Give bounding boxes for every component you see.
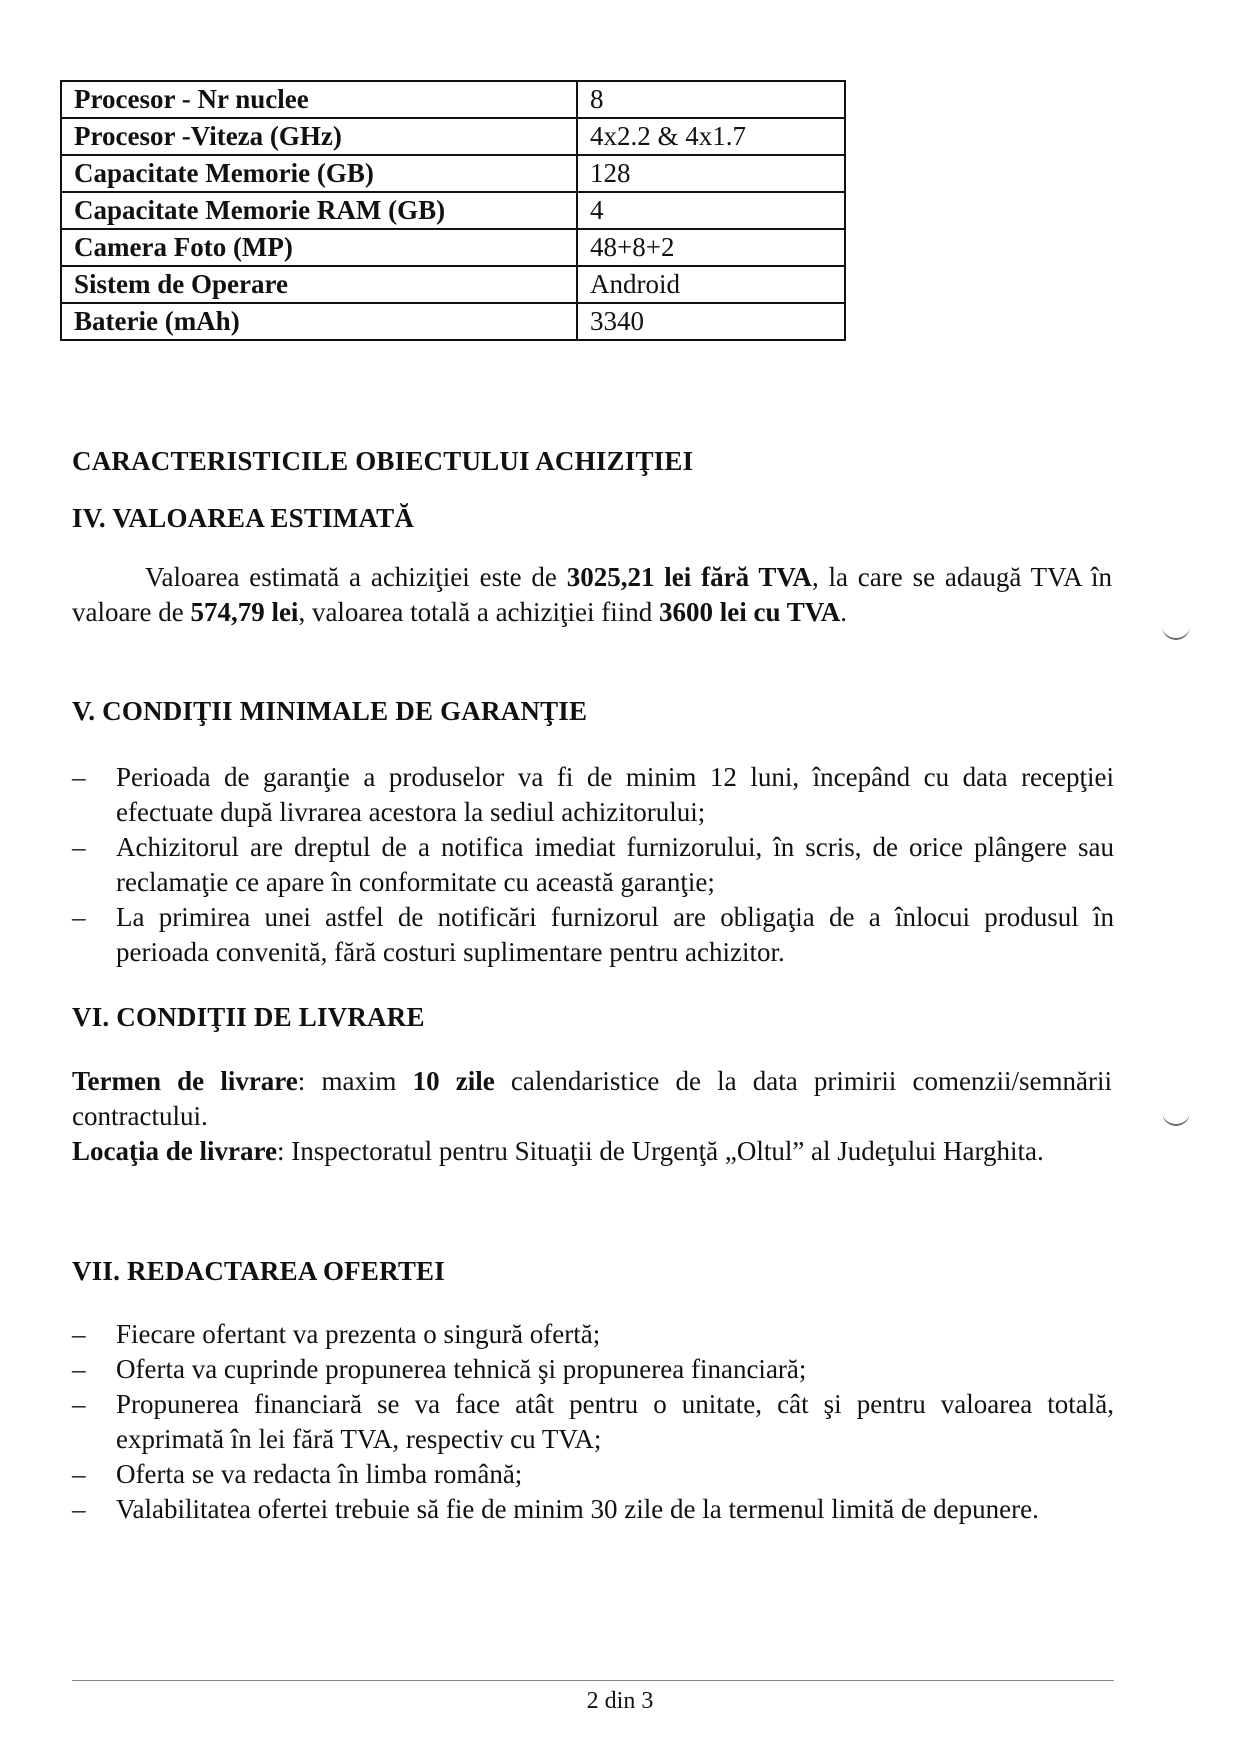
list-item: – Perioada de garanţie a produselor va fi de minim 12 luni, începând cu data recepţiei efectuate după livrarea acestora la sediul achizitorului; <box>72 760 1114 830</box>
delivery-term-paragraph: Termen de livrare: maxim 10 zile calendaristice de la data primirii comenzii/semnării contractului. <box>72 1066 1112 1131</box>
table-row: Capacitate Memorie RAM (GB) 4 <box>61 192 845 229</box>
list-item: – Valabilitatea ofertei trebuie să fie de minim 30 zile de la termenul limită de depunere. <box>72 1492 1114 1527</box>
delivery-location-paragraph: Locaţia de livrare: Inspectoratul pentru Situaţii de Urgenţă „Oltul” al Judeţului Harghita. <box>72 1136 1044 1166</box>
list-item: – Achizitorul are dreptul de a notifica imediat furnizorului, în scris, de orice plângere sau reclamaţie ce apare în conformitate cu această garanţie; <box>72 830 1114 900</box>
specs-table <box>60 80 846 341</box>
table-row: Sistem de Operare Android <box>61 266 845 303</box>
scan-mark <box>1162 1110 1190 1126</box>
table-row: Procesor -Viteza (GHz) 4x2.2 & 4x1.7 <box>61 118 845 155</box>
section-main-heading: CARACTERISTICILE OBIECTULUI ACHIZIŢIEI <box>72 446 694 476</box>
table-row: Camera Foto (MP) 48+8+2 <box>61 229 845 266</box>
section-7-heading: VII. REDACTAREA OFERTEI <box>72 1256 445 1286</box>
guarantee-list <box>72 760 1114 970</box>
list-item: – Fiecare ofertant va prezenta o singură ofertă; <box>72 1317 1114 1352</box>
table-row: Capacitate Memorie (GB) 128 <box>61 155 845 192</box>
list-item: – Propunerea financiară se va face atât pentru o unitate, cât şi pentru valoarea totală, exprimată în lei fără TVA, respectiv cu TVA; <box>72 1387 1114 1457</box>
scan-mark <box>1162 624 1190 640</box>
page-number: 2 din 3 <box>586 1688 654 1714</box>
list-item: – La primirea unei astfel de notificări furnizorul are obligaţia de a înlocui produsul în perioada convenită, fără costuri suplimentare pentru achizitor. <box>72 900 1114 970</box>
list-item: – Oferta va cuprinde propunerea tehnică şi propunerea financiară; <box>72 1352 1114 1387</box>
section-6-heading: VI. CONDIŢII DE LIVRARE <box>72 1002 425 1032</box>
list-item: – Oferta se va redacta în limba română; <box>72 1457 1114 1492</box>
table-row: Baterie (mAh) 3340 <box>61 303 845 340</box>
table-row: Procesor - Nr nuclee 8 <box>61 81 845 118</box>
offer-list <box>72 1317 1114 1527</box>
footer-divider <box>72 1680 1114 1681</box>
section-4-heading: IV. VALOAREA ESTIMATĂ <box>72 503 415 533</box>
section-5-heading: V. CONDIŢII MINIMALE DE GARANŢIE <box>72 696 588 726</box>
estimated-value-paragraph: Valoarea estimată a achiziţiei este de 3025,21 lei fără TVA, la care se adaugă TVA în valoare de 574,79 lei, valoarea totală a achiziţiei fiind 3600 lei cu TVA. <box>72 562 1113 627</box>
